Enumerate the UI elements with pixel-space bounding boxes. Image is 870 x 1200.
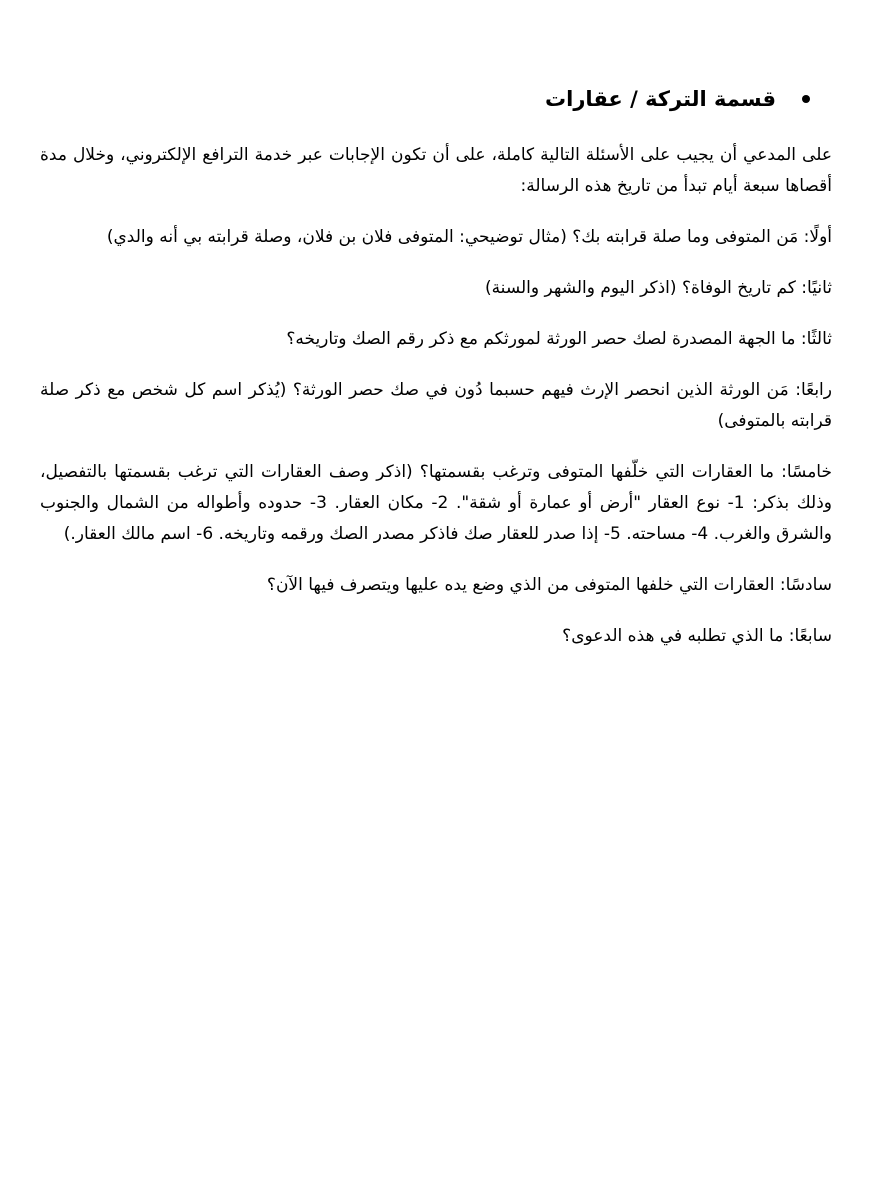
question-6: سادسًا: العقارات التي خلفها المتوفى من الذي وضع يده عليها ويتصرف فيها الآن؟ xyxy=(266,575,832,595)
question-3: ثالثًا: ما الجهة المصدرة لصك حصر الورثة لمورثكم مع ذكر رقم الصك وتاريخه؟ xyxy=(286,329,832,349)
question-7: سابعًا: ما الذي تطلبه في هذه الدعوى؟ xyxy=(562,626,832,646)
section-heading xyxy=(40,78,810,120)
question-5: خامسًا: ما العقارات التي خلّفها المتوفى وترغب بقسمتها؟ (اذكر وصف العقارات التي ترغب بقسمتها بالتفصيل، وذلك بذكر: 1- نوع العقار "أرض أو عمارة أو شقة". 2- مكان العقار. 3- حدوده وأطواله من الشمال والجنوب والشرق والغرب. 4- مساحته. 5- إذا صدر للعقار صك فاذكر مصدر الصك ورقمه وتاريخه. 6- اسم مالك العقار.) xyxy=(40,462,832,544)
intro-paragraph: على المدعي أن يجيب على الأسئلة التالية كاملة، على أن تكون الإجابات عبر خدمة الترافع الإلكتروني، وخلال مدة أقصاها سبعة أيام تبدأ من تاريخ هذه الرسالة: xyxy=(40,145,832,196)
section-heading-text: قسمة التركة / عقارات xyxy=(545,87,776,111)
document-page xyxy=(40,78,832,672)
bullet-icon xyxy=(802,95,810,103)
question-4: رابعًا: مَن الورثة الذين انحصر الإرث فيهم حسبما دُون في صك حصر الورثة؟ (يُذكر اسم كل شخص مع ذكر صلة قرابته بالمتوفى) xyxy=(40,380,832,431)
question-2: ثانيًا: كم تاريخ الوفاة؟ (اذكر اليوم والشهر والسنة) xyxy=(484,278,832,298)
question-1: أولًا: مَن المتوفى وما صلة قرابته بك؟ (مثال توضيحي: المتوفى فلان بن فلان، وصلة قرابته بي أنه والدي) xyxy=(106,227,832,247)
